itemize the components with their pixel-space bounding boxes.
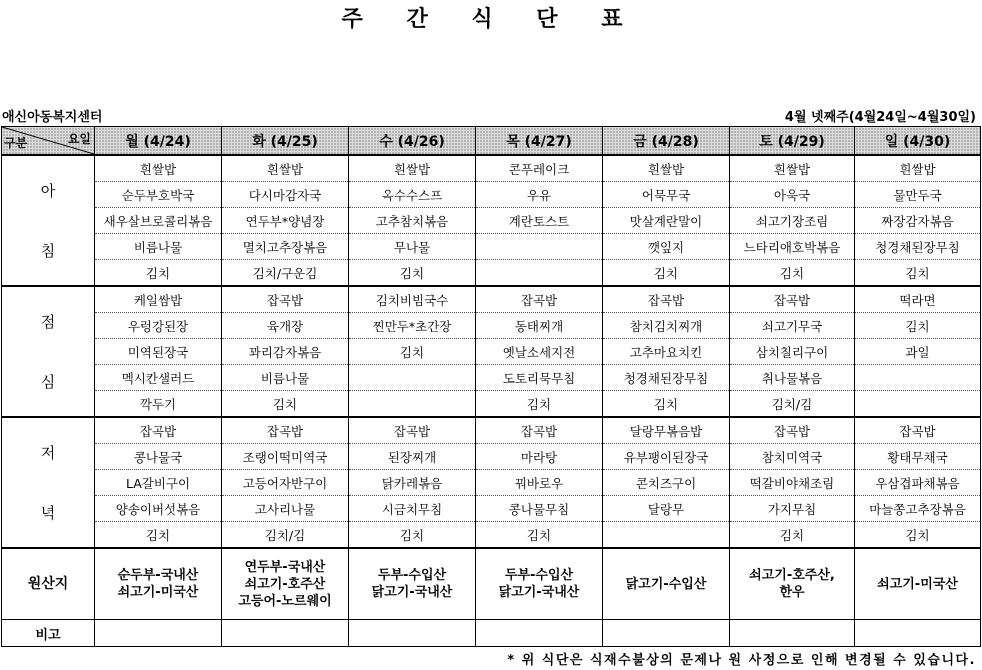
menu-row — [2, 444, 981, 470]
menu-item: 삼치칠리구이 — [730, 339, 855, 365]
origin-cell — [95, 548, 222, 620]
note-cell — [222, 620, 349, 647]
origin-cell — [603, 548, 730, 620]
day-header: 토 (4/29) — [730, 127, 855, 156]
menu-item — [349, 391, 476, 418]
menu-item: 짜장감자볶음 — [855, 208, 981, 234]
origin-line: 쇠고기-미국산 — [117, 585, 199, 600]
origin-line: 고등어-노르웨이 — [238, 593, 332, 609]
meal-label — [2, 286, 95, 417]
menu-item: 고추마요치킨 — [603, 339, 730, 365]
origin-line: 쇠고기-호주산, — [749, 568, 835, 583]
menu-item — [476, 234, 603, 260]
menu-item: 다시마감자국 — [222, 182, 349, 208]
menu-item: 동태찌개 — [476, 313, 603, 339]
menu-item: 고등어자반구이 — [222, 470, 349, 496]
note-row — [2, 620, 981, 647]
menu-item: 깻잎지 — [603, 234, 730, 260]
menu-item: 물만두국 — [855, 182, 981, 208]
menu-row — [2, 260, 981, 287]
origin-line: 닭고기-수입산 — [625, 576, 707, 592]
center-name: 애신아동복지센터 — [2, 110, 103, 125]
menu-item: 케일쌈밥 — [95, 286, 222, 313]
category-label: 구분 — [4, 136, 28, 150]
menu-item: 마라탕 — [476, 444, 603, 470]
menu-row — [2, 234, 981, 260]
origin-line: 한우 — [779, 585, 805, 600]
menu-item: 꽈리감자볶음 — [222, 339, 349, 365]
week-label: 4월 넷째주(4월24일~4월30일) — [784, 110, 976, 125]
menu-item: 과일 — [855, 339, 981, 365]
menu-item: 가지무침 — [730, 496, 855, 522]
menu-item: 잡곡밥 — [349, 417, 476, 444]
day-label: 요일 — [67, 132, 91, 146]
menu-item: 흰쌀밥 — [349, 155, 476, 182]
menu-item: 참치미역국 — [730, 444, 855, 470]
menu-row — [2, 417, 981, 444]
day-header: 화 (4/25) — [222, 127, 349, 156]
meal-body — [2, 155, 981, 548]
day-header: 일 (4/30) — [855, 127, 981, 156]
day-header-row — [2, 127, 981, 156]
note-cell — [730, 620, 855, 647]
meal-label-bottom: 녁 — [40, 504, 56, 522]
menu-item: LA갈비구이 — [95, 470, 222, 496]
menu-item: 미역된장국 — [95, 339, 222, 365]
menu-item: 잡곡밥 — [603, 286, 730, 313]
menu-row — [2, 182, 981, 208]
menu-item: 취나물볶음 — [730, 365, 855, 391]
menu-item: 청경채된장무침 — [855, 234, 981, 260]
meal-label — [2, 417, 95, 548]
menu-item: 김치 — [855, 313, 981, 339]
menu-item: 무나물 — [349, 234, 476, 260]
origin-line: 닭고기-국내산 — [498, 585, 580, 600]
menu-item: 찐만두*초간장 — [349, 313, 476, 339]
menu-item: 양송이버섯볶음 — [95, 496, 222, 522]
menu-item — [603, 522, 730, 549]
menu-item: 달랑무 — [603, 496, 730, 522]
origin-cell — [222, 548, 349, 620]
menu-item: 김치 — [476, 522, 603, 549]
day-header: 수 (4/26) — [349, 127, 476, 156]
menu-item: 깍두기 — [95, 391, 222, 418]
day-header: 목 (4/27) — [476, 127, 603, 156]
menu-item: 비름나물 — [95, 234, 222, 260]
menu-item: 흰쌀밥 — [730, 155, 855, 182]
menu-item: 계란토스트 — [476, 208, 603, 234]
menu-item: 김치/구운김 — [222, 260, 349, 287]
menu-item: 시금치무침 — [349, 496, 476, 522]
menu-item: 김치 — [855, 260, 981, 287]
origin-line: 연두부-국내산 — [244, 559, 326, 575]
menu-item: 김치 — [730, 260, 855, 287]
menu-row — [2, 208, 981, 234]
menu-item: 쇠고기무국 — [730, 313, 855, 339]
menu-item: 새우살브로콜리볶음 — [95, 208, 222, 234]
menu-item — [855, 391, 981, 418]
note-cell — [603, 620, 730, 647]
menu-item: 순두부호박국 — [95, 182, 222, 208]
menu-item: 우삼겹파채볶음 — [855, 470, 981, 496]
menu-item: 고사리나물 — [222, 496, 349, 522]
menu-item: 콘치즈구이 — [603, 470, 730, 496]
menu-item: 김치 — [349, 522, 476, 549]
origin-cell — [730, 548, 855, 620]
menu-row — [2, 365, 981, 391]
menu-item: 김치 — [855, 522, 981, 549]
menu-item: 김치 — [603, 391, 730, 418]
menu-row — [2, 522, 981, 549]
note-cell — [855, 620, 981, 647]
menu-row — [2, 155, 981, 182]
menu-row — [2, 496, 981, 522]
menu-item: 콘푸레이크 — [476, 155, 603, 182]
note-cell — [95, 620, 222, 647]
menu-item: 유부팽이된장국 — [603, 444, 730, 470]
menu-item: 김치 — [349, 339, 476, 365]
menu-item — [349, 365, 476, 391]
meal-label-top: 저 — [40, 444, 56, 462]
menu-item: 참치김치찌개 — [603, 313, 730, 339]
menu-item: 쇠고기장조림 — [730, 208, 855, 234]
origin-cell — [855, 548, 981, 620]
day-header: 금 (4/28) — [603, 127, 730, 156]
menu-item: 멕시칸샐러드 — [95, 365, 222, 391]
menu-item: 흰쌀밥 — [95, 155, 222, 182]
footnote: * 위 식단은 식재수불상의 문제나 원 사정으로 인해 변경될 수 있습니다. — [507, 653, 976, 668]
menu-item: 느타리애호박볶음 — [730, 234, 855, 260]
menu-item: 잡곡밥 — [222, 417, 349, 444]
menu-item: 멸치고추장볶음 — [222, 234, 349, 260]
menu-item: 잡곡밥 — [95, 417, 222, 444]
menu-item: 콩나물국 — [95, 444, 222, 470]
origin-line: 두부-수입산 — [377, 568, 447, 583]
menu-item: 고추참치볶음 — [349, 208, 476, 234]
origin-line: 닭고기-국내산 — [371, 585, 453, 600]
menu-item: 김치 — [476, 391, 603, 418]
menu-item: 떡라면 — [855, 286, 981, 313]
menu-item: 김치 — [730, 522, 855, 549]
menu-item: 맛살계란말이 — [603, 208, 730, 234]
origin-line: 쇠고기-호주산 — [244, 576, 326, 592]
origin-cell — [349, 548, 476, 620]
menu-item: 황태무채국 — [855, 444, 981, 470]
menu-item: 연두부*양념장 — [222, 208, 349, 234]
note-cell — [349, 620, 476, 647]
menu-item: 잡곡밥 — [730, 286, 855, 313]
menu-item: 김치 — [603, 260, 730, 287]
menu-item: 조랭이떡미역국 — [222, 444, 349, 470]
menu-item: 잡곡밥 — [222, 286, 349, 313]
menu-item: 닭카레볶음 — [349, 470, 476, 496]
menu-row — [2, 470, 981, 496]
meal-label-bottom: 침 — [40, 242, 56, 260]
origin-line: 순두부-국내산 — [117, 568, 199, 583]
menu-item: 우유 — [476, 182, 603, 208]
origin-cell — [476, 548, 603, 620]
menu-item: 김치 — [222, 391, 349, 418]
origin-line: 쇠고기-미국산 — [877, 576, 958, 592]
note-cell — [476, 620, 603, 647]
note-label: 비고 — [2, 620, 95, 647]
menu-item: 어묵무국 — [603, 182, 730, 208]
menu-item: 꿔바로우 — [476, 470, 603, 496]
menu-item: 흰쌀밥 — [222, 155, 349, 182]
menu-item: 잡곡밥 — [476, 286, 603, 313]
day-header: 월 (4/24) — [95, 127, 222, 156]
menu-item: 달랑무볶음밥 — [603, 417, 730, 444]
menu-item: 흰쌀밥 — [855, 155, 981, 182]
menu-row — [2, 391, 981, 418]
menu-item: 마늘쫑고추장볶음 — [855, 496, 981, 522]
menu-item: 김치 — [95, 522, 222, 549]
page-title: 주 간 식 단 표 — [341, 7, 641, 32]
menu-item — [855, 365, 981, 391]
origin-label: 원산지 — [2, 548, 95, 620]
menu-item: 옛날소세지전 — [476, 339, 603, 365]
menu-item: 콩나물무침 — [476, 496, 603, 522]
menu-item: 청경채된장무침 — [603, 365, 730, 391]
menu-item: 잡곡밥 — [476, 417, 603, 444]
menu-item: 아욱국 — [730, 182, 855, 208]
corner-cell — [2, 127, 95, 156]
meal-label-top: 아 — [40, 182, 56, 200]
menu-row — [2, 286, 981, 313]
menu-row — [2, 339, 981, 365]
menu-item: 김치/김 — [730, 391, 855, 418]
menu-item: 우렁강된장 — [95, 313, 222, 339]
menu-item: 흰쌀밥 — [603, 155, 730, 182]
weekly-menu-table — [1, 126, 981, 647]
menu-item: 김치비빔국수 — [349, 286, 476, 313]
meal-label-top: 점 — [40, 313, 56, 331]
menu-item: 김치/김 — [222, 522, 349, 549]
origin-row — [2, 548, 981, 620]
menu-item: 잡곡밥 — [855, 417, 981, 444]
meal-label-bottom: 심 — [40, 373, 56, 391]
menu-item: 김치 — [349, 260, 476, 287]
menu-item: 옥수수스프 — [349, 182, 476, 208]
menu-row — [2, 313, 981, 339]
menu-item — [476, 260, 603, 287]
menu-item: 비름나물 — [222, 365, 349, 391]
menu-item: 잡곡밥 — [730, 417, 855, 444]
menu-item: 육개장 — [222, 313, 349, 339]
menu-item: 김치 — [95, 260, 222, 287]
menu-item: 떡갈비야채조림 — [730, 470, 855, 496]
menu-item: 도토리묵무침 — [476, 365, 603, 391]
meal-label — [2, 155, 95, 286]
menu-item: 된장찌개 — [349, 444, 476, 470]
origin-line: 두부-수입산 — [504, 568, 574, 583]
